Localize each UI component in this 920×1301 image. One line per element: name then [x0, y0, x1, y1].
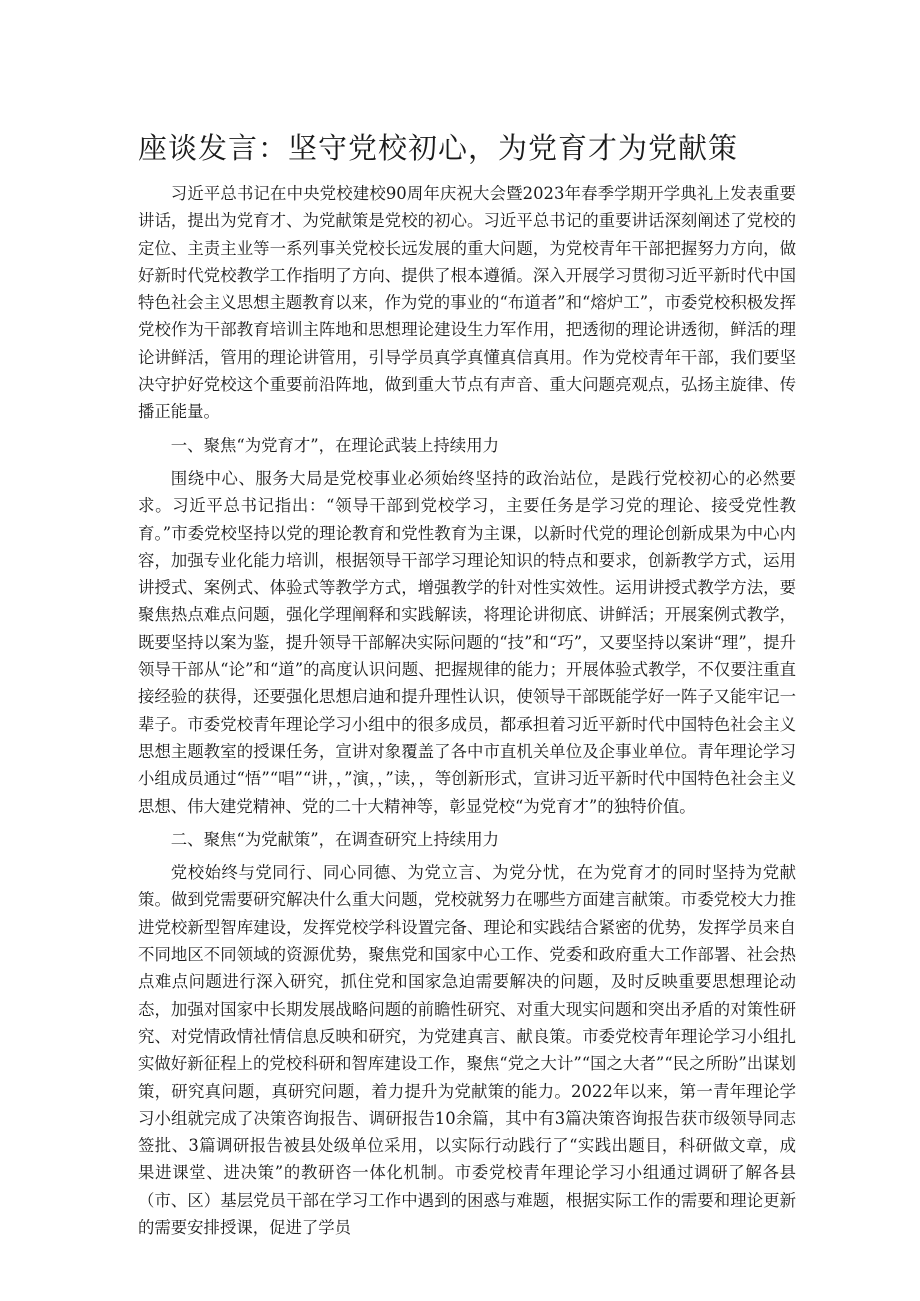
document-title: 座谈发言：坚守党校初心，为党育才为党献策: [138, 131, 739, 165]
document-body: [138, 180, 796, 1247]
section-1-paragraph: 围绕中心、服务大局是党校事业必须始终坚持的政治站位，是践行党校初心的必然要求。习近平总书记指出：“领导干部到党校学习，主要任务是学习党的理论、接受党性教育。”市委党校坚持以党的理论教育和党性教育为主课，以新时代党的理论创新成果为中心内容，加强专业化能力培训，根据领导干部学习理论知识的特点和要求，创新教学方式，运用讲授式、案例式、体验式等教学方式，增强教学的针对性实效性。运用讲授式教学方法，要聚焦热点难点问题，强化学理阐释和实践解读，将理论讲彻底、讲鲜活；开展案例式教学，既要坚持以案为鉴，提升领导干部解决实际问题的“技”和“巧”，又要坚持以案讲“理”，提升领导干部从“论”和“道”的高度认识问题、把握规律的能力；开展体验式教学，不仅要注重直接经验的获得，还要强化思想启迪和提升理性认识，使领导干部既能学好一阵子又能牢记一辈子。市委党校青年理论学习小组中的很多成员，都承担着习近平新时代中国特色社会主义思想主题教室的授课任务，宣讲对象覆盖了各中市直机关单位及企事业单位。青年理论学习小组成员通过“悟”“唱”“讲，，”演，，”读，，等创新形式，宣讲习近平新时代中国特色社会主义思想、伟大建党精神、党的二十大精神等，彰显党校“为党育才”的独特价值。: [138, 468, 796, 816]
section-1-heading: 一、聚焦“为党育才”，在理论武装上持续用力: [170, 435, 499, 455]
section-2-paragraph: 党校始终与党同行、同心同德、为党立言、为党分忧，在为党育才的同时坚持为党献策。做到党需要研究解决什么重大问题，党校就努力在哪些方面建言献策。市委党校大力推进党校新型智库建设，发挥党校学科设置完备、理论和实践结合紧密的优势，发挥学员来自不同地区不同领域的资源优势，聚焦党和国家中心工作、党委和政府重大工作部署、社会热点难点问题进行深入研究，抓住党和国家急迫需要解决的问题，及时反映重要思想理论动态，加强对国家中长期发展战略问题的前瞻性研究、对重大现实问题和突出矛盾的对策性研究、对党情政情社情信息反映和研究，为党建真言、献良策。市委党校青年理论学习小组扎实做好新征程上的党校科研和智库建设工作，聚焦“党之大计”“国之大者”“民之所盼”出谋划策，研究真问题，真研究问题，着力提升为党献策的能力。2022年以来，第一青年理论学习小组就完成了决策咨询报告、调研报告10余篇，其中有3篇决策咨询报告获市级领导同志签批、3篇调研报告被县处级单位采用，以实际行动践行了“实践出题目，科研做文章，成果进课堂、进决策”的教研咨一体化机制。市委党校青年理论学习小组通过调研了解各县（市、区）基层党员干部在学习工作中遇到的困惑与难题，根据实际工作的需要和理论更新的需要安排授课，促进了学员: [138, 863, 796, 1237]
section-2-heading: 二、聚焦“为党献策”，在调查研究上持续用力: [170, 829, 499, 849]
intro-paragraph: 习近平总书记在中央党校建校90周年庆祝大会暨2023年春季学期开学典礼上发表重要讲话，提出为党育才、为党献策是党校的初心。习近平总书记的重要讲话深刻阐述了党校的定位、主责主业等一系列事关党校长远发展的重大问题，为党校青年干部把握努力方向，做好新时代党校教学工作指明了方向、提供了根本遵循。深入开展学习贯彻习近平新时代中国特色社会主义思想主题教育以来，作为党的事业的“布道者”和“熔炉工”，市委党校积极发挥党校作为干部教育培训主阵地和思想理论建设生力军作用，把透彻的理论讲透彻，鲜活的理论讲鲜活，管用的理论讲管用，引导学员真学真懂真信真用。作为党校青年干部，我们要坚决守护好党校这个重要前沿阵地，做到重大节点有声音、重大问题亮观点，弘扬主旋律、传播正能量。: [138, 184, 796, 422]
